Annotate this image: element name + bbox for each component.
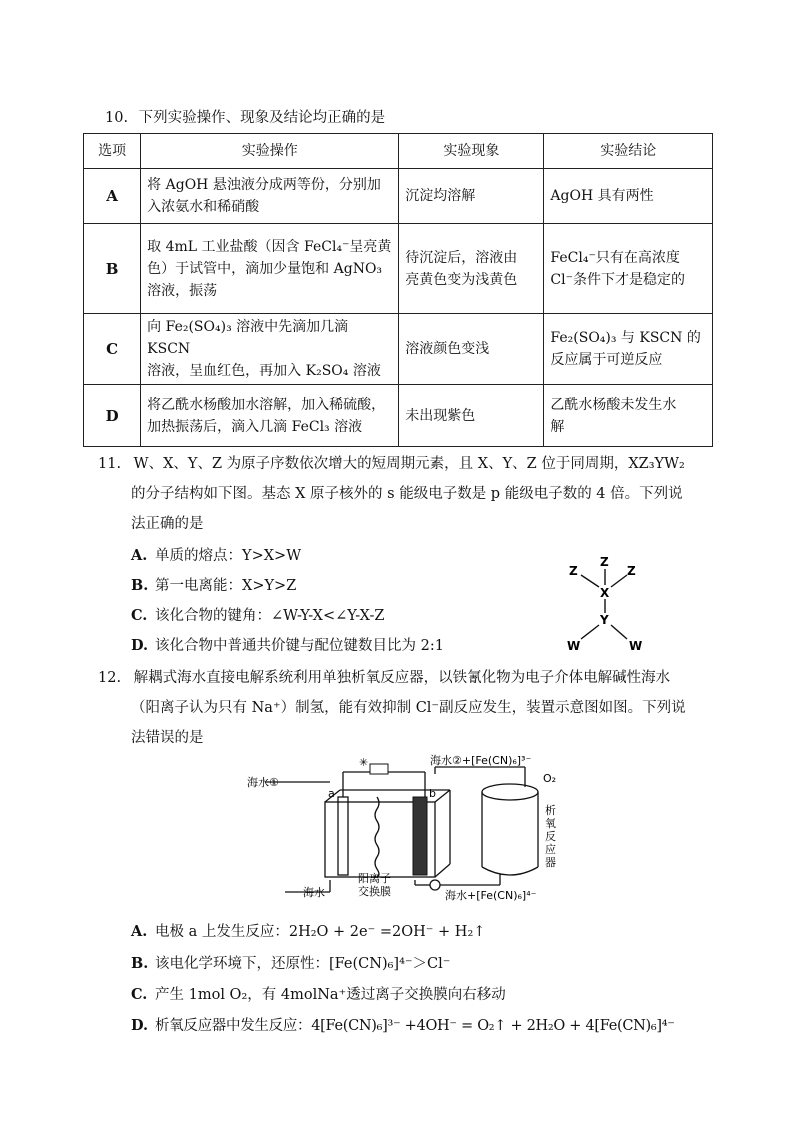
option-text: 析氧反应器中发生反应：4[Fe(CN)₆]³⁻ +4OH⁻ = O₂↑ + 2H₂O + 4[Fe(CN)₆]⁴⁻ bbox=[155, 1018, 675, 1034]
q11-option-b bbox=[131, 576, 296, 596]
row-conclusion bbox=[544, 314, 713, 385]
q12-option-d bbox=[131, 1016, 675, 1036]
q10-number: 10. bbox=[105, 110, 129, 126]
option-label: A. bbox=[131, 547, 148, 564]
q12-number: 12. bbox=[98, 670, 122, 686]
row-phenomenon bbox=[399, 314, 544, 385]
row-conclusion bbox=[544, 385, 713, 447]
op-line: 加热振荡后，滴入几滴 FeCl₃ 溶液 bbox=[147, 418, 363, 435]
option-text: 单质的熔点：Y>X>W bbox=[155, 548, 302, 564]
header-operation: 实验操作 bbox=[141, 134, 399, 169]
option-text: 该电化学环境下，还原性：[Fe(CN)₆]⁴⁻＞Cl⁻ bbox=[155, 956, 451, 972]
option-label: B. bbox=[131, 955, 149, 972]
ph-line: 未出现紫色 bbox=[405, 407, 476, 424]
table-row bbox=[84, 169, 713, 224]
header-phenomenon: 实验现象 bbox=[399, 134, 544, 169]
table-row bbox=[84, 385, 713, 447]
atom-z-top: Z bbox=[600, 555, 609, 569]
seawater-in-label: 海水 bbox=[303, 886, 325, 899]
cc-line: AgOH 具有两性 bbox=[550, 188, 654, 204]
electrolysis-apparatus bbox=[245, 752, 575, 902]
op-line: 溶液，振荡 bbox=[147, 282, 218, 299]
atom-y: Y bbox=[600, 613, 609, 627]
reactor-label-5: 器 bbox=[545, 856, 556, 869]
q12-stem-text: 解耦式海水直接电解系统利用单独析氧反应器，以铁氰化物为电子介体电解碱性海水 bbox=[133, 670, 671, 686]
row-operation bbox=[141, 314, 399, 385]
row-option: B bbox=[84, 224, 141, 314]
op-line: 入浓氨水和稀硝酸 bbox=[147, 199, 260, 215]
cc-line: 反应属于可逆反应 bbox=[550, 352, 663, 368]
electrode-a-label: a bbox=[328, 787, 335, 800]
reactor-label-2: 氧 bbox=[545, 817, 556, 830]
option-text: 该化合物的键角：∠W-Y-X<∠Y-X-Z bbox=[155, 608, 385, 624]
molecule-structure bbox=[555, 553, 665, 653]
option-text: 电极 a 上发生反应：2H₂O + 2e⁻ =2OH⁻ + H₂↑ bbox=[155, 924, 486, 940]
electrode-b bbox=[413, 797, 427, 875]
q11-stem-text: W、X、Y、Z 为原子序数依次增大的短周期元素，且 X、Y、Z 位于同周期，XZ₃YW₂ bbox=[133, 456, 685, 472]
q11-number: 11. bbox=[98, 456, 122, 472]
atom-x: X bbox=[600, 586, 610, 600]
header-conclusion: 实验结论 bbox=[544, 134, 713, 169]
option-text: 产生 1mol O₂，有 4molNa⁺透过离子交换膜向右移动 bbox=[155, 987, 506, 1003]
option-label: B. bbox=[131, 577, 149, 594]
op-line: 将乙酰水杨酸加水溶解，加入稀硫酸， bbox=[147, 396, 386, 413]
stream2-label: 海水②+[Fe(CN)₆]³⁻ bbox=[430, 754, 532, 767]
ph-line: 沉淀均溶解 bbox=[405, 188, 476, 204]
option-text: 第一电离能：X>Y>Z bbox=[155, 578, 297, 594]
q11-option-c bbox=[131, 606, 384, 626]
row-conclusion bbox=[544, 224, 713, 314]
table-row bbox=[84, 314, 713, 385]
ion-exchange-membrane bbox=[375, 797, 379, 877]
op-line: 溶液，呈血红色，再加入 K₂SO₄ 溶液 bbox=[147, 363, 381, 379]
membrane-label-1: 阳离子 bbox=[358, 872, 391, 885]
atom-z-right: Z bbox=[627, 564, 636, 578]
ph-line: 溶液颜色变浅 bbox=[405, 341, 490, 357]
o2-label: O₂ bbox=[543, 772, 557, 785]
solar-panel-icon bbox=[370, 764, 388, 774]
option-label: D. bbox=[131, 637, 149, 654]
q11-option-a bbox=[131, 546, 301, 566]
op-line: 取 4mL 工业盐酸（因含 FeCl₄⁻呈亮黄 bbox=[147, 238, 392, 255]
q12-stem-line1 bbox=[98, 668, 670, 688]
op-line: 向 Fe₂(SO₄)₃ 溶液中先滴加几滴 KSCN bbox=[147, 319, 349, 357]
option-label: D. bbox=[131, 1017, 149, 1034]
cc-line: Cl⁻条件下才是稳定的 bbox=[550, 271, 686, 288]
row-option: A bbox=[84, 169, 141, 224]
option-label: A. bbox=[131, 923, 148, 940]
table-row bbox=[84, 224, 713, 314]
cc-line: 乙酰水杨酸未发生水 bbox=[550, 396, 677, 413]
q10-stem-text: 下列实验操作、现象及结论均正确的是 bbox=[138, 110, 386, 126]
row-phenomenon bbox=[399, 169, 544, 224]
cc-line: 解 bbox=[550, 418, 565, 435]
reactor-top bbox=[482, 784, 538, 800]
reactor-label-3: 反 bbox=[545, 830, 556, 843]
header-option: 选项 bbox=[84, 134, 141, 169]
cc-line: Fe₂(SO₄)₃ 与 KSCN 的 bbox=[550, 330, 701, 346]
atom-w-right: W bbox=[629, 639, 643, 653]
reactor-label-4: 应 bbox=[545, 843, 556, 856]
q11-stem-line2: 的分子结构如下图。基态 X 原子核外的 s 能级电子数是 p 能级电子数的 4 倍。下列说 bbox=[131, 486, 683, 502]
q12-stem-line2: （阳离子认为只有 Na⁺）制氢，能有效抑制 Cl⁻副反应发生，装置示意图如图。下列说 bbox=[131, 700, 686, 716]
row-option: D bbox=[84, 385, 141, 447]
row-phenomenon bbox=[399, 224, 544, 314]
row-conclusion bbox=[544, 169, 713, 224]
atom-w-left: W bbox=[567, 639, 581, 653]
return-stream-label: 海水+[Fe(CN)₆]⁴⁻ bbox=[445, 889, 537, 902]
ph-line: 待沉淀后，溶液由 bbox=[405, 249, 518, 266]
table-header-row bbox=[84, 134, 713, 169]
q10-stem bbox=[105, 108, 385, 128]
experiment-table bbox=[83, 133, 713, 447]
row-phenomenon bbox=[399, 385, 544, 447]
cc-line: FeCl₄⁻只有在高浓度 bbox=[550, 249, 680, 266]
pump-icon bbox=[430, 880, 440, 890]
electrode-a bbox=[338, 797, 348, 875]
q12-option-c bbox=[131, 985, 506, 1005]
option-label: C. bbox=[131, 986, 148, 1003]
atom-z-left: Z bbox=[569, 564, 578, 578]
seawater-out-label: 海水① bbox=[247, 776, 279, 789]
ph-line: 亮黄色变为浅黄色 bbox=[405, 271, 518, 288]
op-line: 色）于试管中，滴加少量饱和 AgNO₃ bbox=[147, 260, 383, 277]
row-operation bbox=[141, 224, 399, 314]
sun-icon: ✳ bbox=[359, 756, 369, 769]
row-operation bbox=[141, 385, 399, 447]
row-operation bbox=[141, 169, 399, 224]
q12-option-b bbox=[131, 954, 450, 974]
row-option: C bbox=[84, 314, 141, 385]
q11-stem-line1 bbox=[98, 454, 685, 474]
q12-option-a bbox=[131, 922, 485, 942]
q11-option-d bbox=[131, 636, 444, 656]
op-line: 将 AgOH 悬浊液分成两等份，分别加 bbox=[147, 177, 381, 193]
option-text: 该化合物中普通共价键与配位键数目比为 2:1 bbox=[155, 638, 444, 654]
option-label: C. bbox=[131, 607, 148, 624]
membrane-label-2: 交换膜 bbox=[358, 885, 391, 898]
reactor-label-1: 析 bbox=[545, 804, 556, 817]
electrode-b-label: b bbox=[429, 787, 436, 800]
q11-stem-line3: 法正确的是 bbox=[131, 516, 204, 532]
q12-stem-line3: 法错误的是 bbox=[131, 730, 204, 746]
